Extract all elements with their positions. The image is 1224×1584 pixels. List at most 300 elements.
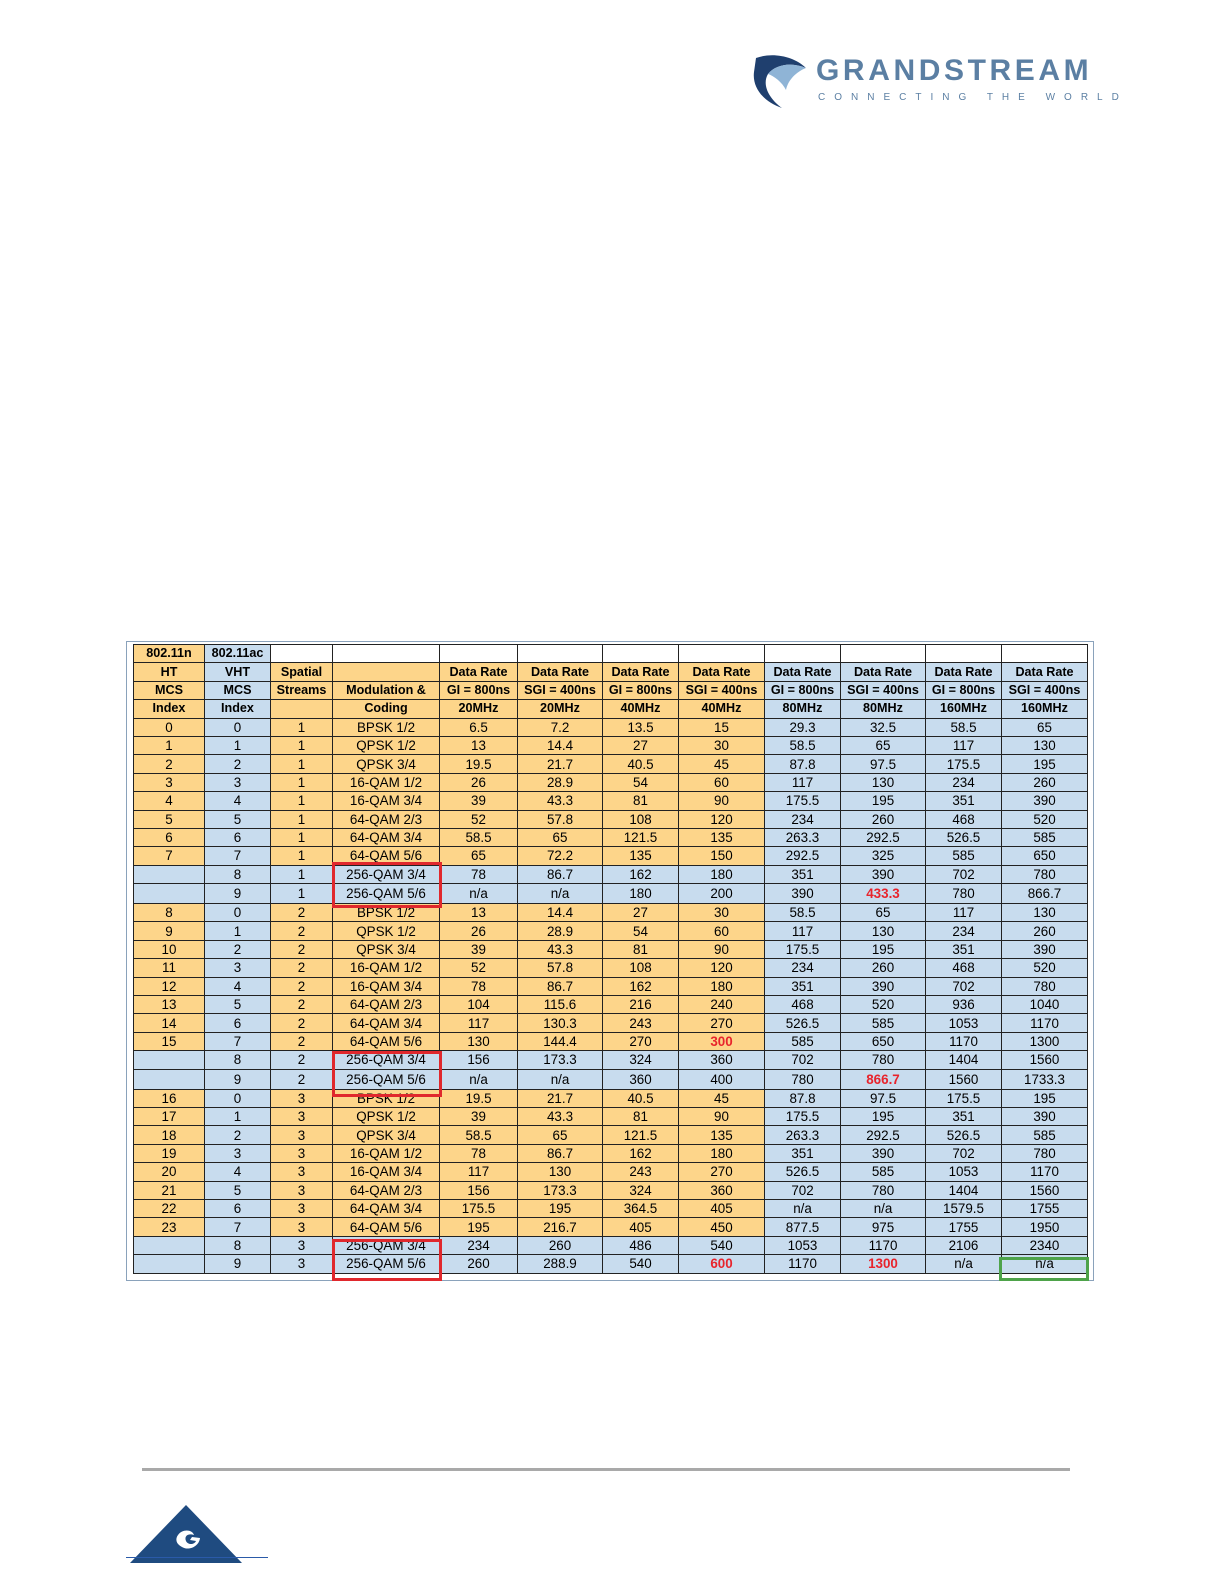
table-cell: 150 (679, 847, 765, 865)
table-cell: 4 (205, 1163, 271, 1181)
table-cell: 270 (679, 1014, 765, 1032)
table-cell: 6 (205, 1199, 271, 1217)
table-cell: 8 (205, 1236, 271, 1254)
table-cell: 14.4 (518, 736, 603, 754)
table-cell: 64-QAM 5/6 (333, 1218, 440, 1236)
table-cell: 18 (134, 1126, 205, 1144)
column-header: GI = 800ns (603, 681, 679, 699)
table-cell: 16-QAM 3/4 (333, 792, 440, 810)
table-cell: 1 (205, 922, 271, 940)
table-cell: 52 (440, 959, 518, 977)
table-cell: 351 (926, 1107, 1002, 1125)
table-cell: 540 (603, 1255, 679, 1273)
table-cell: 2 (271, 1051, 333, 1069)
table-cell: 13 (134, 996, 205, 1014)
table-cell: 3 (271, 1255, 333, 1273)
table-cell: 90 (679, 792, 765, 810)
table-row (134, 847, 1088, 865)
group-header-802-11ac: 802.11ac (205, 645, 271, 663)
table-cell: 1404 (926, 1181, 1002, 1199)
table-row (134, 1218, 1088, 1236)
table-cell: 60 (679, 922, 765, 940)
group-header-empty (271, 645, 333, 663)
table-cell: 173.3 (518, 1181, 603, 1199)
footer-divider (142, 1468, 1070, 1471)
table-cell: 526.5 (765, 1163, 841, 1181)
column-header: Index (205, 700, 271, 718)
column-header: 20MHz (518, 700, 603, 718)
table-cell: 1040 (1002, 996, 1088, 1014)
table-cell: 1 (271, 736, 333, 754)
brand-tagline: CONNECTING THE WORLD (818, 92, 1128, 103)
table-cell: 15 (679, 718, 765, 736)
table-header-row (134, 700, 1088, 718)
table-row (134, 1199, 1088, 1217)
table-cell: 20 (134, 1163, 205, 1181)
table-cell: 13.5 (603, 718, 679, 736)
table-cell: 19.5 (440, 1089, 518, 1107)
group-header-empty (603, 645, 679, 663)
table-cell: 260 (841, 810, 926, 828)
table-row (134, 1126, 1088, 1144)
table-cell: 400 (679, 1069, 765, 1089)
table-cell: 200 (679, 884, 765, 904)
table-cell: 1053 (926, 1163, 1002, 1181)
table-cell: 14 (134, 1014, 205, 1032)
table-row (134, 810, 1088, 828)
table-cell: 0 (134, 718, 205, 736)
table-group-header-row (134, 645, 1088, 663)
table-cell: 292.5 (841, 828, 926, 846)
table-cell: BPSK 1/2 (333, 1089, 440, 1107)
table-cell: 21.7 (518, 1089, 603, 1107)
column-header (271, 700, 333, 718)
group-header-empty (841, 645, 926, 663)
footer-logo (126, 1503, 268, 1565)
column-header: Spatial (271, 663, 333, 681)
table-cell: 120 (679, 810, 765, 828)
table-cell: 2 (271, 904, 333, 922)
table-cell: 39 (440, 792, 518, 810)
table-row (134, 1089, 1088, 1107)
table-cell: 64-QAM 5/6 (333, 847, 440, 865)
table-row (134, 884, 1088, 904)
column-header: Streams (271, 681, 333, 699)
table-cell: 780 (1002, 865, 1088, 883)
table-cell: 130 (440, 1032, 518, 1050)
table-cell: 58.5 (765, 904, 841, 922)
column-header (333, 663, 440, 681)
table-cell: 87.8 (765, 1089, 841, 1107)
table-cell: 325 (841, 847, 926, 865)
table-cell: 780 (841, 1181, 926, 1199)
table-cell: 6.5 (440, 718, 518, 736)
highlight-box-256qam-ss1 (332, 862, 442, 908)
column-header: Coding (333, 700, 440, 718)
table-cell: 1170 (1002, 1014, 1088, 1032)
column-header: Data Rate (926, 663, 1002, 681)
table-cell: 0 (205, 718, 271, 736)
column-header: Data Rate (440, 663, 518, 681)
table-cell: 540 (679, 1236, 765, 1254)
table-cell: 1170 (841, 1236, 926, 1254)
table-cell: 600 (679, 1255, 765, 1273)
table-cell: 19.5 (440, 755, 518, 773)
table-cell: 5 (205, 996, 271, 1014)
table-cell: 65 (440, 847, 518, 865)
table-cell: 390 (841, 1144, 926, 1162)
table-cell: 39 (440, 940, 518, 958)
table-cell: 585 (1002, 828, 1088, 846)
column-header: 80MHz (841, 700, 926, 718)
column-header: 80MHz (765, 700, 841, 718)
column-header: SGI = 400ns (1002, 681, 1088, 699)
table-cell: 1 (271, 847, 333, 865)
table-cell: 263.3 (765, 828, 841, 846)
table-cell: 117 (440, 1163, 518, 1181)
table-cell: 117 (765, 922, 841, 940)
table-cell: 234 (765, 810, 841, 828)
table-row (134, 1069, 1088, 1089)
brand-name: GRANDSTREAM (816, 54, 1093, 87)
table-cell: 5 (205, 810, 271, 828)
table-cell: 526.5 (926, 1126, 1002, 1144)
table-cell: 585 (841, 1163, 926, 1181)
table-cell: 3 (134, 773, 205, 791)
table-cell: 54 (603, 773, 679, 791)
table-cell: 28.9 (518, 773, 603, 791)
table-cell: 43.3 (518, 940, 603, 958)
table-row (134, 1051, 1088, 1069)
table-cell: 16-QAM 3/4 (333, 1163, 440, 1181)
table-cell: 81 (603, 1107, 679, 1125)
table-cell: 57.8 (518, 810, 603, 828)
table-cell: 3 (205, 1144, 271, 1162)
table-cell: 21.7 (518, 755, 603, 773)
table-cell: 58.5 (765, 736, 841, 754)
table-cell: 234 (926, 922, 1002, 940)
table-cell: 1 (271, 792, 333, 810)
table-cell: 1170 (926, 1032, 1002, 1050)
table-cell: 64-QAM 3/4 (333, 1014, 440, 1032)
table-row (134, 996, 1088, 1014)
table-cell: 1 (271, 884, 333, 904)
table-cell: 866.7 (1002, 884, 1088, 904)
table-cell: 175.5 (765, 1107, 841, 1125)
mcs-rate-table-figure (126, 641, 1094, 1281)
table-cell: 78 (440, 865, 518, 883)
table-cell: 57.8 (518, 959, 603, 977)
table-cell: 585 (1002, 1126, 1088, 1144)
table-cell: 585 (765, 1032, 841, 1050)
group-header-802-11n: 802.11n (134, 645, 205, 663)
table-cell: 21 (134, 1181, 205, 1199)
table-cell: 58.5 (440, 828, 518, 846)
table-cell: 16-QAM 3/4 (333, 977, 440, 995)
table-cell: 43.3 (518, 1107, 603, 1125)
table-cell: 54 (603, 922, 679, 940)
table-cell: 26 (440, 922, 518, 940)
table-cell: 6 (134, 828, 205, 846)
table-cell: 2 (271, 959, 333, 977)
table-cell: 15 (134, 1032, 205, 1050)
table-cell: 2 (271, 1069, 333, 1089)
table-cell: 52 (440, 810, 518, 828)
table-cell: 468 (926, 810, 1002, 828)
column-header: MCS (134, 681, 205, 699)
table-cell: 450 (679, 1218, 765, 1236)
table-cell: 585 (926, 847, 1002, 865)
table-cell: 1 (271, 718, 333, 736)
highlight-box-256qam-ss3 (332, 1239, 442, 1281)
group-header-empty (765, 645, 841, 663)
group-header-empty (440, 645, 518, 663)
table-cell: BPSK 1/2 (333, 718, 440, 736)
table-row (134, 959, 1088, 977)
table-cell: 43.3 (518, 792, 603, 810)
table-cell: 9 (134, 922, 205, 940)
table-cell: 351 (926, 792, 1002, 810)
table-cell: 270 (603, 1032, 679, 1050)
table-cell: 45 (679, 1089, 765, 1107)
table-cell: 3 (205, 773, 271, 791)
table-cell: QPSK 3/4 (333, 1126, 440, 1144)
table-cell: 81 (603, 940, 679, 958)
table-cell: 64-QAM 2/3 (333, 1181, 440, 1199)
table-cell: 702 (765, 1181, 841, 1199)
table-cell: 117 (765, 773, 841, 791)
footer-triangle-icon (126, 1503, 268, 1565)
table-cell: 526.5 (926, 828, 1002, 846)
table-cell: 360 (679, 1051, 765, 1069)
table-cell: 260 (1002, 773, 1088, 791)
table-cell: 130 (841, 773, 926, 791)
column-header: HT (134, 663, 205, 681)
table-cell: 130.3 (518, 1014, 603, 1032)
table-row (134, 1144, 1088, 1162)
table-cell: 87.8 (765, 755, 841, 773)
column-header: SGI = 400ns (679, 681, 765, 699)
table-cell: n/a (765, 1199, 841, 1217)
group-header-empty (333, 645, 440, 663)
table-row (134, 1236, 1088, 1254)
table-row (134, 718, 1088, 736)
table-cell: 130 (1002, 736, 1088, 754)
table-row (134, 736, 1088, 754)
table-cell: 1170 (1002, 1163, 1088, 1181)
table-cell (134, 884, 205, 904)
table-cell: 234 (926, 773, 1002, 791)
table-cell: 16 (134, 1089, 205, 1107)
table-cell: 28.9 (518, 922, 603, 940)
table-cell: 9 (205, 884, 271, 904)
table-cell: 19 (134, 1144, 205, 1162)
table-cell: 8 (205, 1051, 271, 1069)
table-cell: 16-QAM 1/2 (333, 959, 440, 977)
group-header-empty (1002, 645, 1088, 663)
selected-cell-box (999, 1257, 1089, 1281)
table-cell: 292.5 (841, 1126, 926, 1144)
table-cell: 364.5 (603, 1199, 679, 1217)
table-cell: 263.3 (765, 1126, 841, 1144)
table-cell: 256-QAM 5/6 (333, 1255, 440, 1273)
table-cell (134, 1051, 205, 1069)
table-cell: 390 (1002, 1107, 1088, 1125)
table-cell: 936 (926, 996, 1002, 1014)
table-cell: 468 (765, 996, 841, 1014)
table-cell: 64-QAM 2/3 (333, 810, 440, 828)
table-cell: 29.3 (765, 718, 841, 736)
table-cell: n/a (518, 884, 603, 904)
table-cell: 195 (841, 940, 926, 958)
table-cell: 3 (271, 1218, 333, 1236)
table-cell: 8 (205, 865, 271, 883)
table-cell: 7 (205, 1032, 271, 1050)
table-cell: 1560 (1002, 1181, 1088, 1199)
table-cell: 117 (926, 736, 1002, 754)
table-cell: 780 (926, 884, 1002, 904)
table-cell: BPSK 1/2 (333, 904, 440, 922)
group-header-empty (926, 645, 1002, 663)
table-cell: 175.5 (926, 755, 1002, 773)
table-cell: 390 (765, 884, 841, 904)
table-cell: 27 (603, 904, 679, 922)
table-cell: 288.9 (518, 1255, 603, 1273)
table-cell: 45 (679, 755, 765, 773)
table-cell: 180 (603, 884, 679, 904)
table-cell: 78 (440, 1144, 518, 1162)
table-cell: 216.7 (518, 1218, 603, 1236)
table-cell: 7 (134, 847, 205, 865)
table-cell: 4 (205, 977, 271, 995)
table-cell: 40.5 (603, 1089, 679, 1107)
column-header: 40MHz (603, 700, 679, 718)
table-cell: 1560 (1002, 1051, 1088, 1069)
table-cell: 3 (271, 1089, 333, 1107)
table-cell: 1 (271, 865, 333, 883)
table-cell: 17 (134, 1107, 205, 1125)
table-cell: 97.5 (841, 1089, 926, 1107)
table-cell: 11 (134, 959, 205, 977)
table-cell: 780 (765, 1069, 841, 1089)
table-cell: 234 (765, 959, 841, 977)
table-cell: 3 (205, 959, 271, 977)
table-row (134, 1255, 1088, 1273)
table-cell: 1300 (1002, 1032, 1088, 1050)
column-header: 20MHz (440, 700, 518, 718)
column-header: 160MHz (1002, 700, 1088, 718)
table-cell: 1733.3 (1002, 1069, 1088, 1089)
table-cell: 702 (926, 977, 1002, 995)
table-cell: 65 (518, 1126, 603, 1144)
table-cell: 240 (679, 996, 765, 1014)
column-header: MCS (205, 681, 271, 699)
table-cell: 117 (926, 904, 1002, 922)
table-cell: 351 (765, 865, 841, 883)
table-cell: 86.7 (518, 865, 603, 883)
table-row (134, 1014, 1088, 1032)
table-cell: 162 (603, 1144, 679, 1162)
table-cell: 1 (134, 736, 205, 754)
table-cell: 2 (271, 996, 333, 1014)
table-cell: 1053 (926, 1014, 1002, 1032)
table-cell: 216 (603, 996, 679, 1014)
table-cell: 2340 (1002, 1236, 1088, 1254)
table-row (134, 1181, 1088, 1199)
table-cell: 520 (841, 996, 926, 1014)
table-cell: 270 (679, 1163, 765, 1181)
table-cell: 65 (1002, 718, 1088, 736)
table-cell: 650 (841, 1032, 926, 1050)
table-cell: 1755 (1002, 1199, 1088, 1217)
table-cell: 520 (1002, 959, 1088, 977)
table-cell: 324 (603, 1181, 679, 1199)
table-cell: 5 (134, 810, 205, 828)
table-cell: 65 (518, 828, 603, 846)
table-cell: 1 (271, 773, 333, 791)
table-row (134, 792, 1088, 810)
table-cell: 780 (1002, 977, 1088, 995)
table-cell: 390 (841, 865, 926, 883)
table-cell: 405 (679, 1199, 765, 1217)
column-header: Index (134, 700, 205, 718)
table-cell: 39 (440, 1107, 518, 1125)
table-cell: QPSK 3/4 (333, 755, 440, 773)
table-cell: 12 (134, 977, 205, 995)
table-cell: 58.5 (440, 1126, 518, 1144)
table-cell: 175.5 (765, 940, 841, 958)
table-cell: 6 (205, 828, 271, 846)
table-cell: 256-QAM 3/4 (333, 1236, 440, 1254)
table-cell: 117 (440, 1014, 518, 1032)
group-header-empty (679, 645, 765, 663)
column-header: Modulation & (333, 681, 440, 699)
table-cell: 195 (1002, 755, 1088, 773)
table-cell: 13 (440, 736, 518, 754)
table-cell: 1053 (765, 1236, 841, 1254)
table-cell: 486 (603, 1236, 679, 1254)
table-cell: 64-QAM 5/6 (333, 1032, 440, 1050)
table-cell: 1300 (841, 1255, 926, 1273)
table-cell: 2 (205, 755, 271, 773)
table-cell: 175.5 (440, 1199, 518, 1217)
column-header: GI = 800ns (926, 681, 1002, 699)
table-cell: 256-QAM 3/4 (333, 1051, 440, 1069)
table-cell: 180 (679, 865, 765, 883)
table-cell: 780 (841, 1051, 926, 1069)
table-cell: 65 (841, 904, 926, 922)
table-cell: 120 (679, 959, 765, 977)
table-cell: 162 (603, 865, 679, 883)
table-cell: 1404 (926, 1051, 1002, 1069)
table-cell: 1755 (926, 1218, 1002, 1236)
table-cell: 14.4 (518, 904, 603, 922)
table-cell: 256-QAM 5/6 (333, 884, 440, 904)
table-cell: 10 (134, 940, 205, 958)
table-cell: 1950 (1002, 1218, 1088, 1236)
table-cell: 1 (271, 810, 333, 828)
table-cell: QPSK 1/2 (333, 736, 440, 754)
table-cell: 26 (440, 773, 518, 791)
table-cell: 360 (679, 1181, 765, 1199)
table-cell: 702 (926, 865, 1002, 883)
table-cell: 260 (841, 959, 926, 977)
table-cell: 975 (841, 1218, 926, 1236)
table-cell: 866.7 (841, 1069, 926, 1089)
column-header: Data Rate (603, 663, 679, 681)
column-header: 40MHz (679, 700, 765, 718)
table-cell: 1579.5 (926, 1199, 1002, 1217)
